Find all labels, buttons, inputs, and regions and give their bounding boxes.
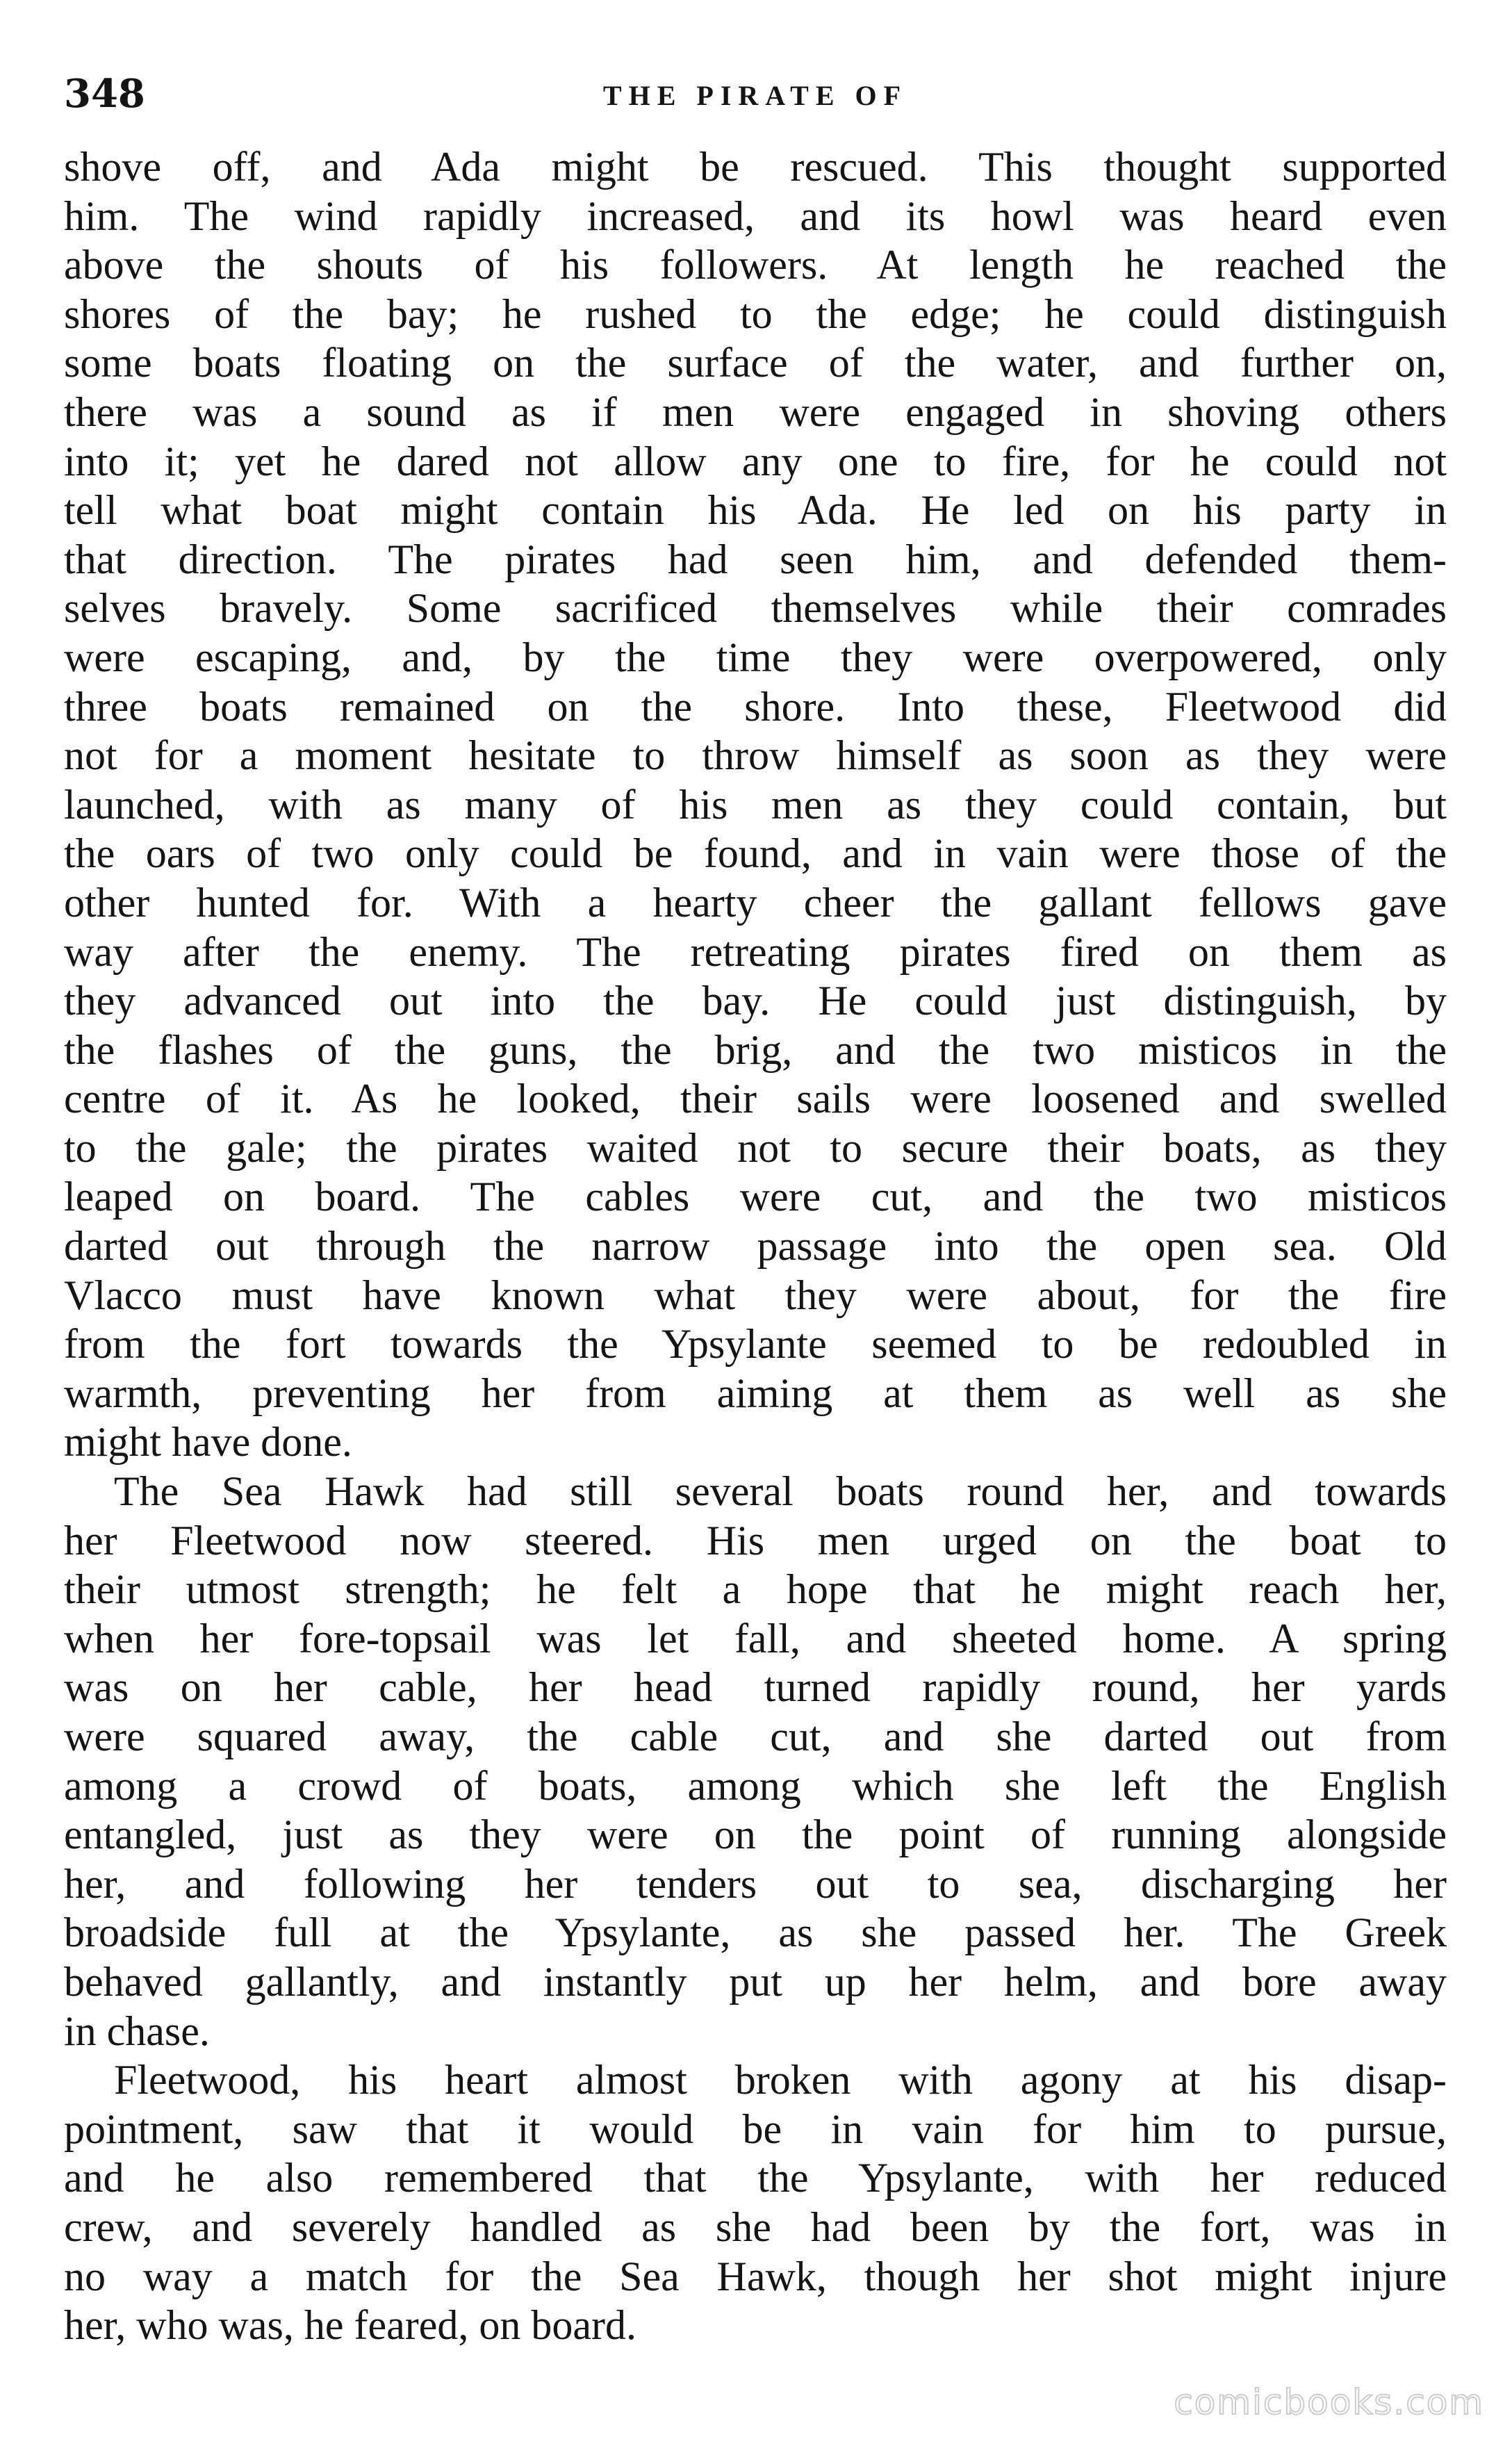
text-line: from the fort towards the Ypsylante seemed to be redoubled in — [64, 1321, 1447, 1368]
text-line: they advanced out into the bay. He could just distinguish, by — [64, 978, 1447, 1024]
text-line: way after the enemy. The retreating pirates fired on them as — [64, 928, 1447, 975]
text-line: were squared away, the cable cut, and she darted out from — [64, 1714, 1447, 1759]
text-line: and he also remembered that the Ypsylante, with her reduced — [64, 2155, 1447, 2201]
text-line: might have done. — [64, 1419, 352, 1466]
text-line: other hunted for. With a hearty cheer the gallant fellows gave — [64, 879, 1447, 926]
text-line: pointment, saw that it would be in vain for him to pursue, — [64, 2106, 1447, 2152]
text-line: The Sea Hawk had still several boats round her, and towards — [114, 1468, 1447, 1515]
text-line: the oars of two only could be found, and in vain were those of the — [64, 830, 1447, 877]
text-line: behaved gallantly, and instantly put up her helm, and bore away — [64, 1958, 1447, 2005]
text-line: Fleetwood, his heart almost broken with agony at his disap- — [114, 2057, 1447, 2103]
text-line: were escaping, and, by the time they were overpowered, only — [64, 634, 1447, 680]
text-line: her Fleetwood now steered. His men urged on the boat to — [64, 1517, 1447, 1563]
text-line: shores of the bay; he rushed to the edge; he could distinguish — [64, 290, 1447, 337]
text-line: in chase. — [64, 2008, 210, 2054]
text-line: darted out through the narrow passage into the open sea. Old — [64, 1223, 1447, 1270]
text-line: into it; yet he dared not allow any one to fire, for he could not — [64, 438, 1447, 484]
text-line: not for a moment hesitate to throw himself as soon as they were — [64, 732, 1447, 779]
page-header — [64, 69, 1447, 125]
text-line: selves bravely. Some sacrificed themselves while their comrades — [64, 585, 1447, 632]
text-line: some boats floating on the surface of the water, and further on, — [64, 340, 1447, 386]
watermark: comicbooks.com — [1174, 2382, 1484, 2422]
running-head: THE PIRATE OF — [602, 80, 908, 111]
body-text — [64, 142, 1447, 2350]
text-line: tell what boat might contain his Ada. He led on his party in — [64, 487, 1447, 534]
text-line: launched, with as many of his men as they could contain, but — [64, 781, 1447, 828]
text-line: three boats remained on the shore. Into these, Fleetwood did — [64, 683, 1447, 730]
text-line: that direction. The pirates had seen him, and defended them- — [64, 536, 1447, 582]
text-line: the flashes of the guns, the brig, and the two misticos in the — [64, 1026, 1447, 1073]
text-line: her, who was, he feared, on board. — [64, 2302, 636, 2349]
text-line: broadside full at the Ypsylante, as she passed her. The Greek — [64, 1910, 1447, 1956]
text-line: was on her cable, her head turned rapidly round, her yards — [64, 1664, 1447, 1711]
text-line: leaped on board. The cables were cut, and the two misticos — [64, 1174, 1447, 1220]
text-line: centre of it. As he looked, their sails were loosened and swelled — [64, 1076, 1447, 1122]
text-line: her, and following her tenders out to sea, discharging her — [64, 1860, 1447, 1907]
text-line: shove off, and Ada might be rescued. This thought supported — [64, 144, 1447, 190]
text-line: warmth, preventing her from aiming at them as well as she — [64, 1370, 1447, 1416]
text-line: there was a sound as if men were engaged in shoving others — [64, 388, 1447, 435]
text-line: him. The wind rapidly increased, and its howl was heard even — [64, 192, 1447, 239]
text-line: their utmost strength; he felt a hope that he might reach her, — [64, 1566, 1447, 1613]
text-line: no way a match for the Sea Hawk, though her shot might injure — [64, 2253, 1447, 2299]
text-line: entangled, just as they were on the point of running alongside — [64, 1812, 1447, 1858]
text-line: Vlacco must have known what they were about, for the fire — [64, 1272, 1447, 1318]
text-line: among a crowd of boats, among which she left the English — [64, 1762, 1447, 1809]
text-line: when her fore-topsail was let fall, and sheeted home. A spring — [64, 1615, 1447, 1661]
text-line: to the gale; the pirates waited not to secure their boats, as they — [64, 1124, 1447, 1171]
text-line: crew, and severely handled as she had been by the fort, was in — [64, 2203, 1447, 2250]
page-number: 348 — [64, 71, 145, 117]
text-line: above the shouts of his followers. At length he reached the — [64, 242, 1447, 288]
